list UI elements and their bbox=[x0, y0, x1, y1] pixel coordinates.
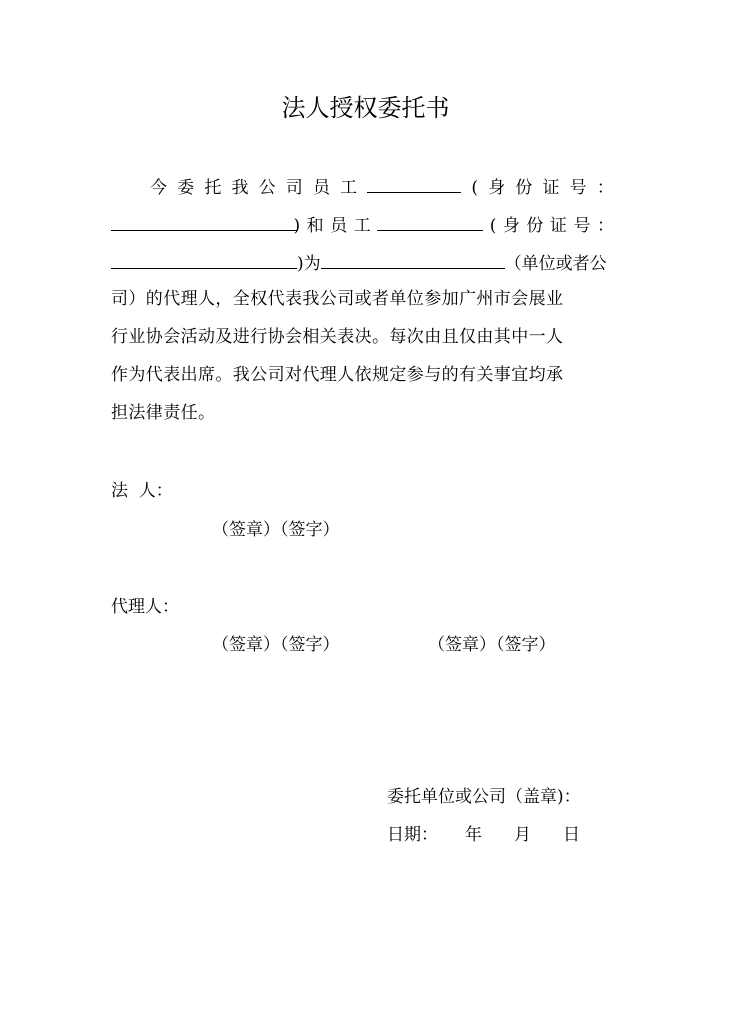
char: 委 bbox=[177, 178, 195, 198]
char: ( bbox=[471, 178, 479, 198]
char: 号 bbox=[573, 216, 591, 236]
para-line-1 bbox=[150, 166, 614, 204]
employee-2-id-blank[interactable] bbox=[111, 242, 297, 269]
year-label: 年 bbox=[465, 825, 482, 845]
char: 公 bbox=[258, 178, 276, 198]
agent-label: 代理人： bbox=[111, 597, 179, 617]
char: ： bbox=[596, 178, 614, 198]
employee-1-name-blank[interactable] bbox=[367, 166, 461, 193]
para-line-3 bbox=[111, 242, 621, 280]
char: 证 bbox=[542, 178, 560, 198]
principal-blank[interactable] bbox=[321, 242, 505, 269]
char: ： bbox=[596, 216, 614, 236]
employee-2-name-blank[interactable] bbox=[377, 204, 483, 231]
month-label: 月 bbox=[514, 825, 531, 845]
date-row bbox=[387, 820, 580, 850]
char: 托 bbox=[204, 178, 222, 198]
para-line-7: 担法律责任。 bbox=[111, 403, 216, 423]
para-line-5: 行业协会活动及进行协会相关表决。每次由且仅由其中一人 bbox=[111, 327, 564, 347]
char: 证 bbox=[549, 216, 567, 236]
para-line-6: 作为代表出席。我公司对代理人依规定参与的有关事宜均承 bbox=[111, 365, 564, 385]
char: 我 bbox=[231, 178, 249, 198]
char: 份 bbox=[515, 178, 533, 198]
char: ) bbox=[293, 216, 301, 236]
sign-label: （签字） bbox=[496, 635, 556, 655]
char: 员 bbox=[330, 216, 348, 236]
stamp-label: （签章） bbox=[212, 520, 280, 540]
char: 工 bbox=[353, 216, 371, 236]
char: 份 bbox=[526, 216, 544, 236]
char: ( bbox=[489, 216, 497, 236]
para-line-2 bbox=[111, 204, 614, 242]
char: 今 bbox=[150, 178, 167, 198]
char: 工 bbox=[340, 178, 358, 198]
char: 身 bbox=[502, 216, 520, 236]
stamp-label: （签章） bbox=[428, 635, 496, 655]
agent-1-signature[interactable] bbox=[212, 630, 340, 660]
employee-1-id-blank[interactable] bbox=[111, 204, 297, 231]
char: 司 bbox=[285, 178, 303, 198]
legal-person-signature[interactable] bbox=[212, 515, 340, 545]
date-label: 日期： bbox=[387, 825, 438, 845]
text: )为 bbox=[297, 254, 321, 274]
para-line-4: 司）的代理人，全权代表我公司或者单位参加广州市会展业 bbox=[111, 289, 564, 309]
document-title: 法人授权委托书 bbox=[281, 94, 450, 122]
sign-label: （签字） bbox=[280, 520, 340, 540]
stamp-label: （签章） bbox=[212, 635, 280, 655]
text: （单位或者公 bbox=[504, 254, 607, 274]
sign-label: （签字） bbox=[280, 635, 340, 655]
legal-person-label: 法 人： bbox=[111, 481, 173, 501]
company-seal-label: 委托单位或公司（盖章)： bbox=[387, 787, 581, 807]
char: 身 bbox=[488, 178, 506, 198]
agent-2-signature[interactable] bbox=[428, 630, 556, 660]
char: 和 bbox=[306, 216, 324, 236]
char: 员 bbox=[312, 178, 330, 198]
day-label: 日 bbox=[563, 825, 580, 845]
char: 号 bbox=[569, 178, 587, 198]
